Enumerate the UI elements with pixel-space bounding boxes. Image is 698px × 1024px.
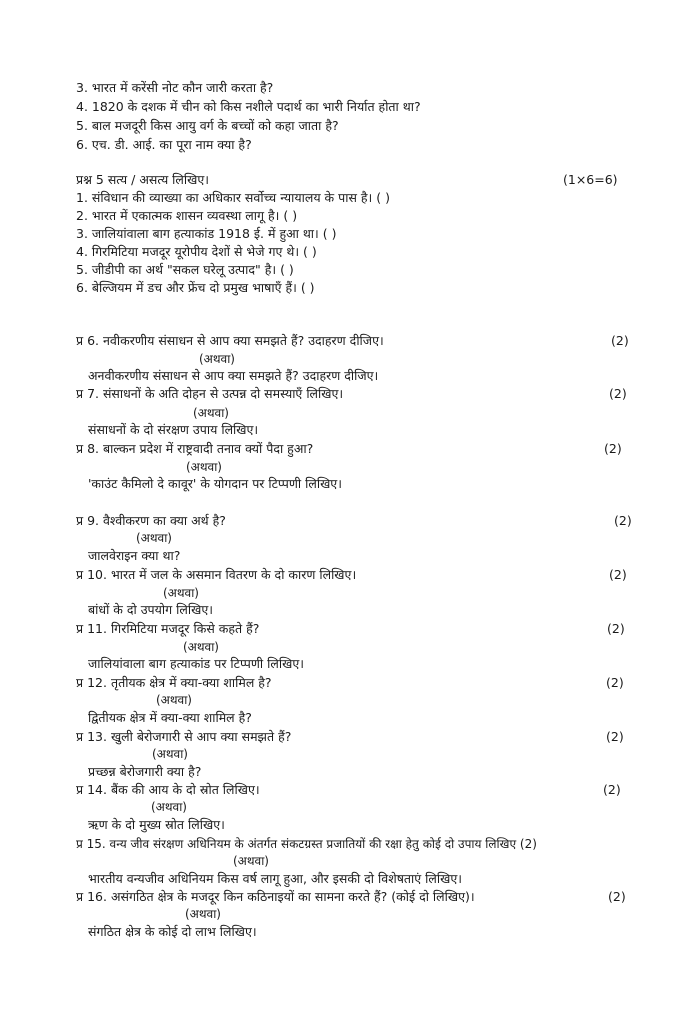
or-label: (अथवा) — [152, 747, 188, 761]
true-false-heading: प्रश्न 5 सत्य / असत्य लिखिए। — [76, 172, 210, 187]
question-text: प्र 10. भारत में जल के असमान वितरण के दो कारण लिखिए। — [76, 567, 357, 582]
tf-item: 4. गिरमिटिया मजदूर यूरोपीय देशों से भेजे गए थे। ( ) — [76, 244, 317, 259]
question-text: प्र 9. वैश्वीकरण का क्या अर्थ है? — [76, 513, 226, 528]
tf-item: 1. संविधान की व्याख्या का अधिकार सर्वोच्च न्यायालय के पास है। ( ) — [76, 190, 390, 205]
or-label: (अथवा) — [156, 693, 192, 707]
alternative-question: प्रच्छन्न बेरोजगारी क्या है? — [88, 764, 202, 779]
question-text: प्र 13. खुली बेरोजगारी से आप क्या समझते हैं? — [76, 729, 292, 744]
alternative-question: अनवीकरणीय संसाधन से आप क्या समझते हैं? उदाहरण दीजिए। — [88, 368, 379, 383]
question-5: 5. बाल मजदूरी किस आयु वर्ग के बच्चों को कहा जाता है? — [76, 118, 339, 133]
question-text: प्र 7. संसाधनों के अति दोहन से उत्पन्न दो समस्याएँ लिखिए। — [76, 386, 344, 401]
question-marks: (2) — [606, 675, 624, 690]
or-label: (अथवा) — [185, 907, 221, 921]
alternative-question: जालियांवाला बाग हत्याकांड पर टिप्पणी लिखिए। — [88, 656, 304, 671]
or-label: (अथवा) — [183, 640, 219, 654]
alternative-question: जालवेराइन क्या था? — [88, 548, 181, 563]
question-marks: (2) — [606, 729, 624, 744]
tf-item: 2. भारत में एकात्मक शासन व्यवस्था लागू है। ( ) — [76, 208, 298, 223]
question-6: 6. एच. डी. आई. का पूरा नाम क्या है? — [76, 137, 252, 152]
alternative-question: द्वितीयक क्षेत्र में क्या-क्या शामिल है? — [88, 710, 252, 725]
question-text: प्र 6. नवीकरणीय संसाधन से आप क्या समझते हैं? उदाहरण दीजिए। — [76, 333, 384, 348]
question-text: प्र 15. वन्य जीव संरक्षण अधिनियम के अंतर्गत संकटग्रस्त प्रजातियों की रक्षा हेतु कोई दो उपाय लिखिए (2) — [76, 837, 537, 851]
question-text: प्र 14. बैंक की आय के दो स्रोत लिखिए। — [76, 782, 260, 797]
or-label: (अथवा) — [199, 352, 235, 366]
or-label: (अथवा) — [151, 800, 187, 814]
alternative-question: संगठित क्षेत्र के कोई दो लाभ लिखिए। — [88, 924, 257, 939]
tf-item: 3. जालियांवाला बाग हत्याकांड 1918 ई. में हुआ था। ( ) — [76, 226, 337, 241]
or-label: (अथवा) — [163, 586, 199, 600]
alternative-question: ऋण के दो मुख्य स्रोत लिखिए। — [88, 817, 225, 832]
or-label: (अथवा) — [233, 854, 269, 868]
question-marks: (2) — [604, 441, 622, 456]
alternative-question: 'काउंट कैमिलो दे कावूर' के योगदान पर टिप्पणी लिखिए। — [88, 476, 342, 491]
question-marks: (2) — [609, 567, 627, 582]
question-marks: (2) — [607, 621, 625, 636]
tf-item: 6. बेल्जियम में डच और फ्रेंच दो प्रमुख भाषाएँ हैं। ( ) — [76, 280, 315, 295]
tf-item: 5. जीडीपी का अर्थ "सकल घरेलू उत्पाद" है। ( ) — [76, 262, 294, 277]
alternative-question: भारतीय वन्यजीव अधिनियम किस वर्ष लागू हुआ, और इसकी दो विशेषताएं लिखिए। — [88, 871, 462, 886]
question-4: 4. 1820 के दशक में चीन को किस नशीले पदार्थ का भारी निर्यात होता था? — [76, 99, 421, 114]
question-text: प्र 8. बाल्कन प्रदेश में राष्ट्रवादी तनाव क्यों पैदा हुआ? — [76, 441, 314, 456]
question-text: प्र 12. तृतीयक क्षेत्र में क्या-क्या शामिल है? — [76, 675, 272, 690]
or-label: (अथवा) — [193, 406, 229, 420]
question-marks: (2) — [608, 889, 626, 904]
question-text: प्र 16. असंगठित क्षेत्र के मजदूर किन कठिनाइयों का सामना करते हैं? (कोई दो लिखिए)। — [76, 889, 475, 904]
question-marks: (2) — [609, 386, 627, 401]
or-label: (अथवा) — [186, 460, 222, 474]
or-label: (अथवा) — [136, 531, 172, 545]
alternative-question: बांधों के दो उपयोग लिखिए। — [88, 602, 213, 617]
alternative-question: संसाधनों के दो संरक्षण उपाय लिखिए। — [88, 422, 259, 437]
question-marks: (2) — [611, 333, 629, 348]
question-text: प्र 11. गिरमिटिया मजदूर किसे कहते हैं? — [76, 621, 260, 636]
question-marks: (2) — [614, 513, 632, 528]
question-marks: (2) — [603, 782, 621, 797]
true-false-marks: (1×6=6) — [563, 172, 618, 187]
question-3: 3. भारत में करेंसी नोट कौन जारी करता है? — [76, 80, 274, 95]
